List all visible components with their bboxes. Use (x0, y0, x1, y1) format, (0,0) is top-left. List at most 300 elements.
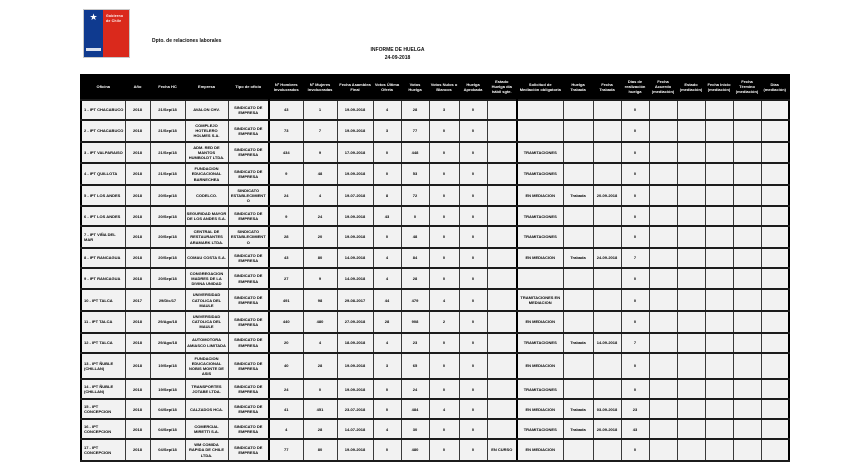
table-cell: TRAMITACIONES (517, 379, 563, 399)
table-cell: 0 (621, 439, 649, 461)
table-cell: SINDICATO DE EMPRESA (228, 163, 269, 185)
table-cell: 0 (459, 379, 487, 399)
table-cell: 0 (459, 268, 487, 290)
table-cell: SINDICATO DE EMPRESA (228, 311, 269, 333)
table-cell: 4 (429, 399, 459, 419)
table-cell (705, 268, 733, 290)
table-cell (487, 353, 517, 380)
table-cell (487, 333, 517, 353)
table-cell: 24 (269, 379, 303, 399)
table-cell: UNIVERSIDAD CATOLICA DEL MAULE (185, 289, 228, 311)
table-cell: 4 (373, 419, 401, 439)
table-cell (487, 226, 517, 248)
table-cell: SINDICATO DE EMPRESA (228, 289, 269, 311)
table-cell: 20/Sep/18 (150, 226, 185, 248)
table-cell: TRAMITACIONES EN MEDIACION (517, 289, 563, 311)
table-cell: 2018 (125, 399, 150, 419)
table-cell (487, 268, 517, 290)
table-cell: 0 (621, 185, 649, 207)
table-cell: 0 (429, 419, 459, 439)
table-cell: TRAMITACIONES (517, 333, 563, 353)
table-cell: 40 (269, 353, 303, 380)
table-cell: 20-09-2018 (593, 419, 621, 439)
table-cell: 8 - IPT RANCAGUA (81, 248, 125, 268)
table-cell (733, 163, 761, 185)
table-cell: 10 - IPT TALCA (81, 289, 125, 311)
table-cell (705, 120, 733, 142)
table-cell: 4 (269, 419, 303, 439)
table-cell: Trabada (563, 248, 593, 268)
table-cell (649, 311, 677, 333)
table-cell: COMAU COSTA S.A. (185, 248, 228, 268)
column-header: Votos Huelga (401, 75, 429, 100)
table-cell: 479 (401, 289, 429, 311)
table-cell: 434 (269, 142, 303, 164)
table-cell: EN MEDIACION (517, 311, 563, 333)
table-cell: Trabada (563, 185, 593, 207)
table-cell: 17-09-2018 (337, 142, 373, 164)
table-row (81, 379, 789, 399)
table-cell: 84 (401, 248, 429, 268)
table-cell: 0 (303, 379, 337, 399)
table-cell (733, 419, 761, 439)
table-row (81, 289, 789, 311)
table-cell: 28 (269, 226, 303, 248)
column-header: Fecha Término (mediación) (733, 75, 761, 100)
table-cell (593, 289, 621, 311)
table-cell: 29/Ago/18 (150, 333, 185, 353)
column-header: Fecha Asamblea Final (337, 75, 373, 100)
column-header: Días (mediación) (761, 75, 789, 100)
table-cell: 7 (621, 248, 649, 268)
table-cell (649, 226, 677, 248)
table-cell: 19-09-2018 (337, 439, 373, 461)
table-cell: EN MEDIACION (517, 439, 563, 461)
table-cell: 8 (373, 185, 401, 207)
table-cell: 0 (429, 353, 459, 380)
table-body (81, 100, 789, 461)
table-cell: 19-09-2018 (337, 353, 373, 380)
table-cell (563, 311, 593, 333)
table-cell: 0 (429, 333, 459, 353)
table-cell (705, 248, 733, 268)
table-cell: 28 (401, 268, 429, 290)
table-cell: EN MEDIACION (517, 353, 563, 380)
table-cell: 21/Sep/18 (150, 163, 185, 185)
table-cell (517, 100, 563, 120)
table-cell: 9 (303, 142, 337, 164)
table-cell: 19-09-2018 (337, 163, 373, 185)
table-cell: 2018 (125, 142, 150, 164)
table-cell: 23-07-2018 (337, 399, 373, 419)
table-row (81, 439, 789, 461)
column-header: Fecha Trabada (593, 75, 621, 100)
table-cell: 2018 (125, 439, 150, 461)
table-cell: 4 (373, 248, 401, 268)
table-cell: 43 (269, 248, 303, 268)
table-cell (761, 379, 789, 399)
table-row (81, 268, 789, 290)
table-row (81, 206, 789, 226)
table-cell (677, 142, 705, 164)
table-cell: TRANSPORTES JOTABE LTDA. (185, 379, 228, 399)
table-cell (593, 100, 621, 120)
column-header: Votos Nulos o Blancos (429, 75, 459, 100)
table-cell: 480 (303, 311, 337, 333)
table-cell: 18-09-2018 (337, 333, 373, 353)
table-cell: 2018 (125, 311, 150, 333)
table-cell: 448 (401, 142, 429, 164)
table-cell (733, 185, 761, 207)
table-row (81, 163, 789, 185)
table-cell: 0 (429, 439, 459, 461)
table-cell (677, 289, 705, 311)
table-cell: 3 - IPT VALPARAISO (81, 142, 125, 164)
table-cell (677, 248, 705, 268)
table-cell: WM COMIDA RAPIDA DE CHILE LTDA. (185, 439, 228, 461)
table-cell (705, 399, 733, 419)
table-cell: UNIVERSIDAD CATOLICA DEL MAULE (185, 311, 228, 333)
table-cell: SINDICATO DE EMPRESA (228, 399, 269, 419)
table-cell: 4 (373, 333, 401, 353)
table-cell: 0 (459, 248, 487, 268)
table-cell (649, 120, 677, 142)
table-cell: CONGREGACION MADRES DE LA DIVINA UNIDAD (185, 268, 228, 290)
table-cell (733, 206, 761, 226)
column-header: Fecha Acuerdo (mediación) (649, 75, 677, 100)
table-cell (761, 311, 789, 333)
table-cell: 16 - IPT CONCEPCION (81, 419, 125, 439)
table-cell: SINDICATO ESTABLECIMIENTO (228, 185, 269, 207)
table-row (81, 100, 789, 120)
table-cell: 14-07-2018 (337, 419, 373, 439)
table-cell (733, 142, 761, 164)
table-cell: 53 (401, 163, 429, 185)
table-cell: 19/Sep/18 (150, 379, 185, 399)
table-cell (733, 226, 761, 248)
table-cell (677, 206, 705, 226)
table-cell: 0 (459, 163, 487, 185)
table-cell: 0 (621, 226, 649, 248)
table-cell: 451 (303, 399, 337, 419)
table-cell (677, 268, 705, 290)
table-cell (517, 120, 563, 142)
table-cell: 0 (373, 439, 401, 461)
table-cell (677, 163, 705, 185)
table-cell: 14-09-2018 (337, 248, 373, 268)
table-cell: 30 (401, 419, 429, 439)
table-cell: 04/Sep/18 (150, 399, 185, 419)
table-cell: 2017 (125, 289, 150, 311)
table-cell: TRAMITACIONES (517, 142, 563, 164)
table-cell: 0 (459, 100, 487, 120)
table-cell (563, 353, 593, 380)
table-cell (733, 268, 761, 290)
column-header: Fecha HC (150, 75, 185, 100)
table-cell (705, 379, 733, 399)
table-cell (593, 379, 621, 399)
table-cell: 28 (373, 311, 401, 333)
table-cell: 9 (269, 163, 303, 185)
table-cell: SINDICATO DE EMPRESA (228, 419, 269, 439)
table-cell (705, 142, 733, 164)
strike-report-table (80, 74, 790, 462)
table-cell: 2018 (125, 419, 150, 439)
table-cell: 0 (621, 311, 649, 333)
table-cell: 9 (303, 268, 337, 290)
table-cell: 11 - IPT TALCA (81, 311, 125, 333)
table-cell (517, 268, 563, 290)
table-cell: Trabada (563, 333, 593, 353)
table-cell: CODELCO. (185, 185, 228, 207)
table-cell: EN MEDIACION (517, 248, 563, 268)
table-cell (761, 142, 789, 164)
table-header-row (81, 75, 789, 100)
table-cell (563, 206, 593, 226)
table-cell (761, 399, 789, 419)
table-cell (649, 142, 677, 164)
table-cell: 2018 (125, 248, 150, 268)
table-cell: 0 (459, 142, 487, 164)
table-cell: 20 (269, 333, 303, 353)
table-cell (487, 206, 517, 226)
table-cell: 20/Sep/18 (150, 206, 185, 226)
table-cell: SINDICATO DE EMPRESA (228, 120, 269, 142)
table-cell: 24-09-2018 (593, 248, 621, 268)
table-cell: CENTRAL DE RESTAURANTES ARAMARK LTDA. (185, 226, 228, 248)
table-cell (733, 353, 761, 380)
table-cell: 0 (373, 399, 401, 419)
table-cell: 1 (303, 100, 337, 120)
table-cell (593, 206, 621, 226)
table-cell: 1 - IPT CHACABUCO (81, 100, 125, 120)
table-cell: 2018 (125, 226, 150, 248)
column-header: Solicitud de Mediación obligatoria (517, 75, 563, 100)
table-cell: 0 (459, 120, 487, 142)
table-cell: 19-09-2018 (337, 226, 373, 248)
table-cell (761, 268, 789, 290)
table-cell (487, 120, 517, 142)
table-cell: SINDICATO DE EMPRESA (228, 268, 269, 290)
strike-report-table-wrapper (80, 74, 790, 462)
table-cell (649, 333, 677, 353)
table-cell (733, 399, 761, 419)
table-cell (761, 226, 789, 248)
table-cell: 0 (459, 206, 487, 226)
table-cell (705, 100, 733, 120)
table-cell: 2018 (125, 185, 150, 207)
table-cell: SINDICATO DE EMPRESA (228, 100, 269, 120)
table-cell: 20/Sep/18 (150, 185, 185, 207)
table-cell: COMPLEJO HOTELERO HOLMES S.A. (185, 120, 228, 142)
table-cell (649, 399, 677, 419)
table-cell: EN MEDIACION (517, 185, 563, 207)
table-cell: SINDICATO DE EMPRESA (228, 439, 269, 461)
table-cell: 0 (621, 289, 649, 311)
table-cell: 77 (401, 120, 429, 142)
table-cell: 13 - IPT ÑUBLE (CHILLAN) (81, 353, 125, 380)
table-cell: 4 - IPT QUILLOTA (81, 163, 125, 185)
table-cell (649, 289, 677, 311)
table-cell: 0 (429, 120, 459, 142)
table-cell: 0 (373, 163, 401, 185)
table-cell: 23 (621, 399, 649, 419)
table-cell: 2018 (125, 206, 150, 226)
table-cell: 0 (459, 311, 487, 333)
table-cell: TRAMITACIONES (517, 226, 563, 248)
table-cell: 0 (621, 379, 649, 399)
table-cell (733, 120, 761, 142)
table-cell: 17 - IPT CONCEPCION (81, 439, 125, 461)
table-row (81, 353, 789, 380)
table-cell: 480 (401, 439, 429, 461)
table-cell: Trabada (563, 419, 593, 439)
table-cell (733, 311, 761, 333)
table-cell (733, 289, 761, 311)
column-header: Estado (mediación) (677, 75, 705, 100)
column-header: Oficina (81, 75, 125, 100)
table-cell: 0 (429, 268, 459, 290)
table-cell: 2018 (125, 163, 150, 185)
table-cell: 484 (401, 399, 429, 419)
column-header: Huelga Trabada (563, 75, 593, 100)
table-cell (761, 120, 789, 142)
table-cell: 0 (373, 226, 401, 248)
table-cell: 14-09-2018 (593, 333, 621, 353)
logo-text-line1: Gobierno (106, 14, 124, 18)
table-cell: CALZADOS HCA. (185, 399, 228, 419)
table-cell: 24 (269, 185, 303, 207)
column-header: Votos Última Oferta (373, 75, 401, 100)
table-cell: 4 (303, 333, 337, 353)
table-cell (487, 399, 517, 419)
table-cell: 43 (269, 100, 303, 120)
report-title: INFORME DE HUELGA (370, 47, 425, 53)
table-cell: 20 (303, 226, 337, 248)
table-cell: 21/Sep/18 (150, 142, 185, 164)
table-cell (649, 353, 677, 380)
table-cell (487, 419, 517, 439)
table-cell: 29/Dic/17 (150, 289, 185, 311)
table-cell: 2018 (125, 268, 150, 290)
table-row (81, 399, 789, 419)
table-cell (593, 142, 621, 164)
table-cell: 04/Sep/18 (150, 439, 185, 461)
table-cell: 48 (303, 163, 337, 185)
table-cell (761, 206, 789, 226)
table-cell (563, 226, 593, 248)
table-cell: 4 (429, 289, 459, 311)
table-cell: 4 (303, 185, 337, 207)
table-cell (761, 289, 789, 311)
table-cell (649, 439, 677, 461)
table-cell: EN MEDIACION (517, 399, 563, 419)
table-cell: 41 (269, 399, 303, 419)
table-cell: 2018 (125, 100, 150, 120)
table-cell: 20/Sep/18 (150, 268, 185, 290)
table-cell: 73 (269, 120, 303, 142)
column-header: Tipo de oficio (228, 75, 269, 100)
table-cell: 0 (429, 163, 459, 185)
table-cell: SINDICATO DE EMPRESA (228, 206, 269, 226)
table-cell: 65 (401, 353, 429, 380)
table-cell: 21/Sep/18 (150, 100, 185, 120)
flag-star-icon: ★ (89, 12, 98, 22)
table-cell (705, 185, 733, 207)
table-cell: Trabada (563, 399, 593, 419)
table-cell (487, 379, 517, 399)
table-cell (487, 311, 517, 333)
table-cell: EN CURSO (487, 439, 517, 461)
table-cell (649, 206, 677, 226)
table-cell: 03-09-2018 (593, 399, 621, 419)
table-cell: 0 (621, 100, 649, 120)
table-cell: 14-09-2018 (337, 268, 373, 290)
table-cell: 21/Sep/18 (150, 120, 185, 142)
table-cell (761, 185, 789, 207)
table-cell (649, 379, 677, 399)
table-row (81, 142, 789, 164)
table-cell: 19-09-2018 (337, 379, 373, 399)
table-cell: 29-08-2017 (337, 289, 373, 311)
table-cell: 2018 (125, 353, 150, 380)
table-cell: 0 (459, 439, 487, 461)
table-cell: 12 - IPT TALCA (81, 333, 125, 353)
table-cell: 19-09-2018 (337, 100, 373, 120)
table-cell: 0 (621, 120, 649, 142)
table-cell (677, 120, 705, 142)
table-cell: 0 (373, 142, 401, 164)
table-cell: 0 (459, 185, 487, 207)
table-cell: 2018 (125, 120, 150, 142)
table-cell (677, 439, 705, 461)
table-cell (705, 353, 733, 380)
table-cell (487, 100, 517, 120)
table-cell (705, 439, 733, 461)
table-cell: 80 (303, 439, 337, 461)
table-cell: 0 (621, 142, 649, 164)
table-cell: 3 (373, 120, 401, 142)
table-cell: 24 (401, 379, 429, 399)
table-cell (705, 311, 733, 333)
table-cell: SEGURIDAD MAYOR DE LOS ANDES S.A. (185, 206, 228, 226)
table-cell: TRAMITACIONES (517, 206, 563, 226)
table-cell (649, 268, 677, 290)
table-cell: 77 (269, 439, 303, 461)
table-cell: 43 (373, 206, 401, 226)
table-cell: 2018 (125, 333, 150, 353)
table-cell (677, 185, 705, 207)
table-cell: 24 (303, 206, 337, 226)
table-cell (487, 163, 517, 185)
table-cell: 0 (621, 206, 649, 226)
table-cell: SINDICATO DE EMPRESA (228, 379, 269, 399)
column-header: Empresa (185, 75, 228, 100)
table-cell: 0 (429, 206, 459, 226)
table-cell (733, 439, 761, 461)
table-cell: 9 - IPT RANCAGUA (81, 268, 125, 290)
table-cell: AVALON CHV. (185, 100, 228, 120)
table-cell: FUNDACION EDUCACIONAL NOBIS MONTE DE ASIS (185, 353, 228, 380)
table-cell: 14 - IPT ÑUBLE (CHILLAN) (81, 379, 125, 399)
table-cell: 15 - IPT CONCEPCION (81, 399, 125, 419)
table-cell (563, 439, 593, 461)
table-cell (593, 226, 621, 248)
table-cell: 0 (459, 333, 487, 353)
table-cell (733, 248, 761, 268)
table-cell: 2018 (125, 379, 150, 399)
table-cell: SINDICATO ESTABLECIMIENTO (228, 226, 269, 248)
